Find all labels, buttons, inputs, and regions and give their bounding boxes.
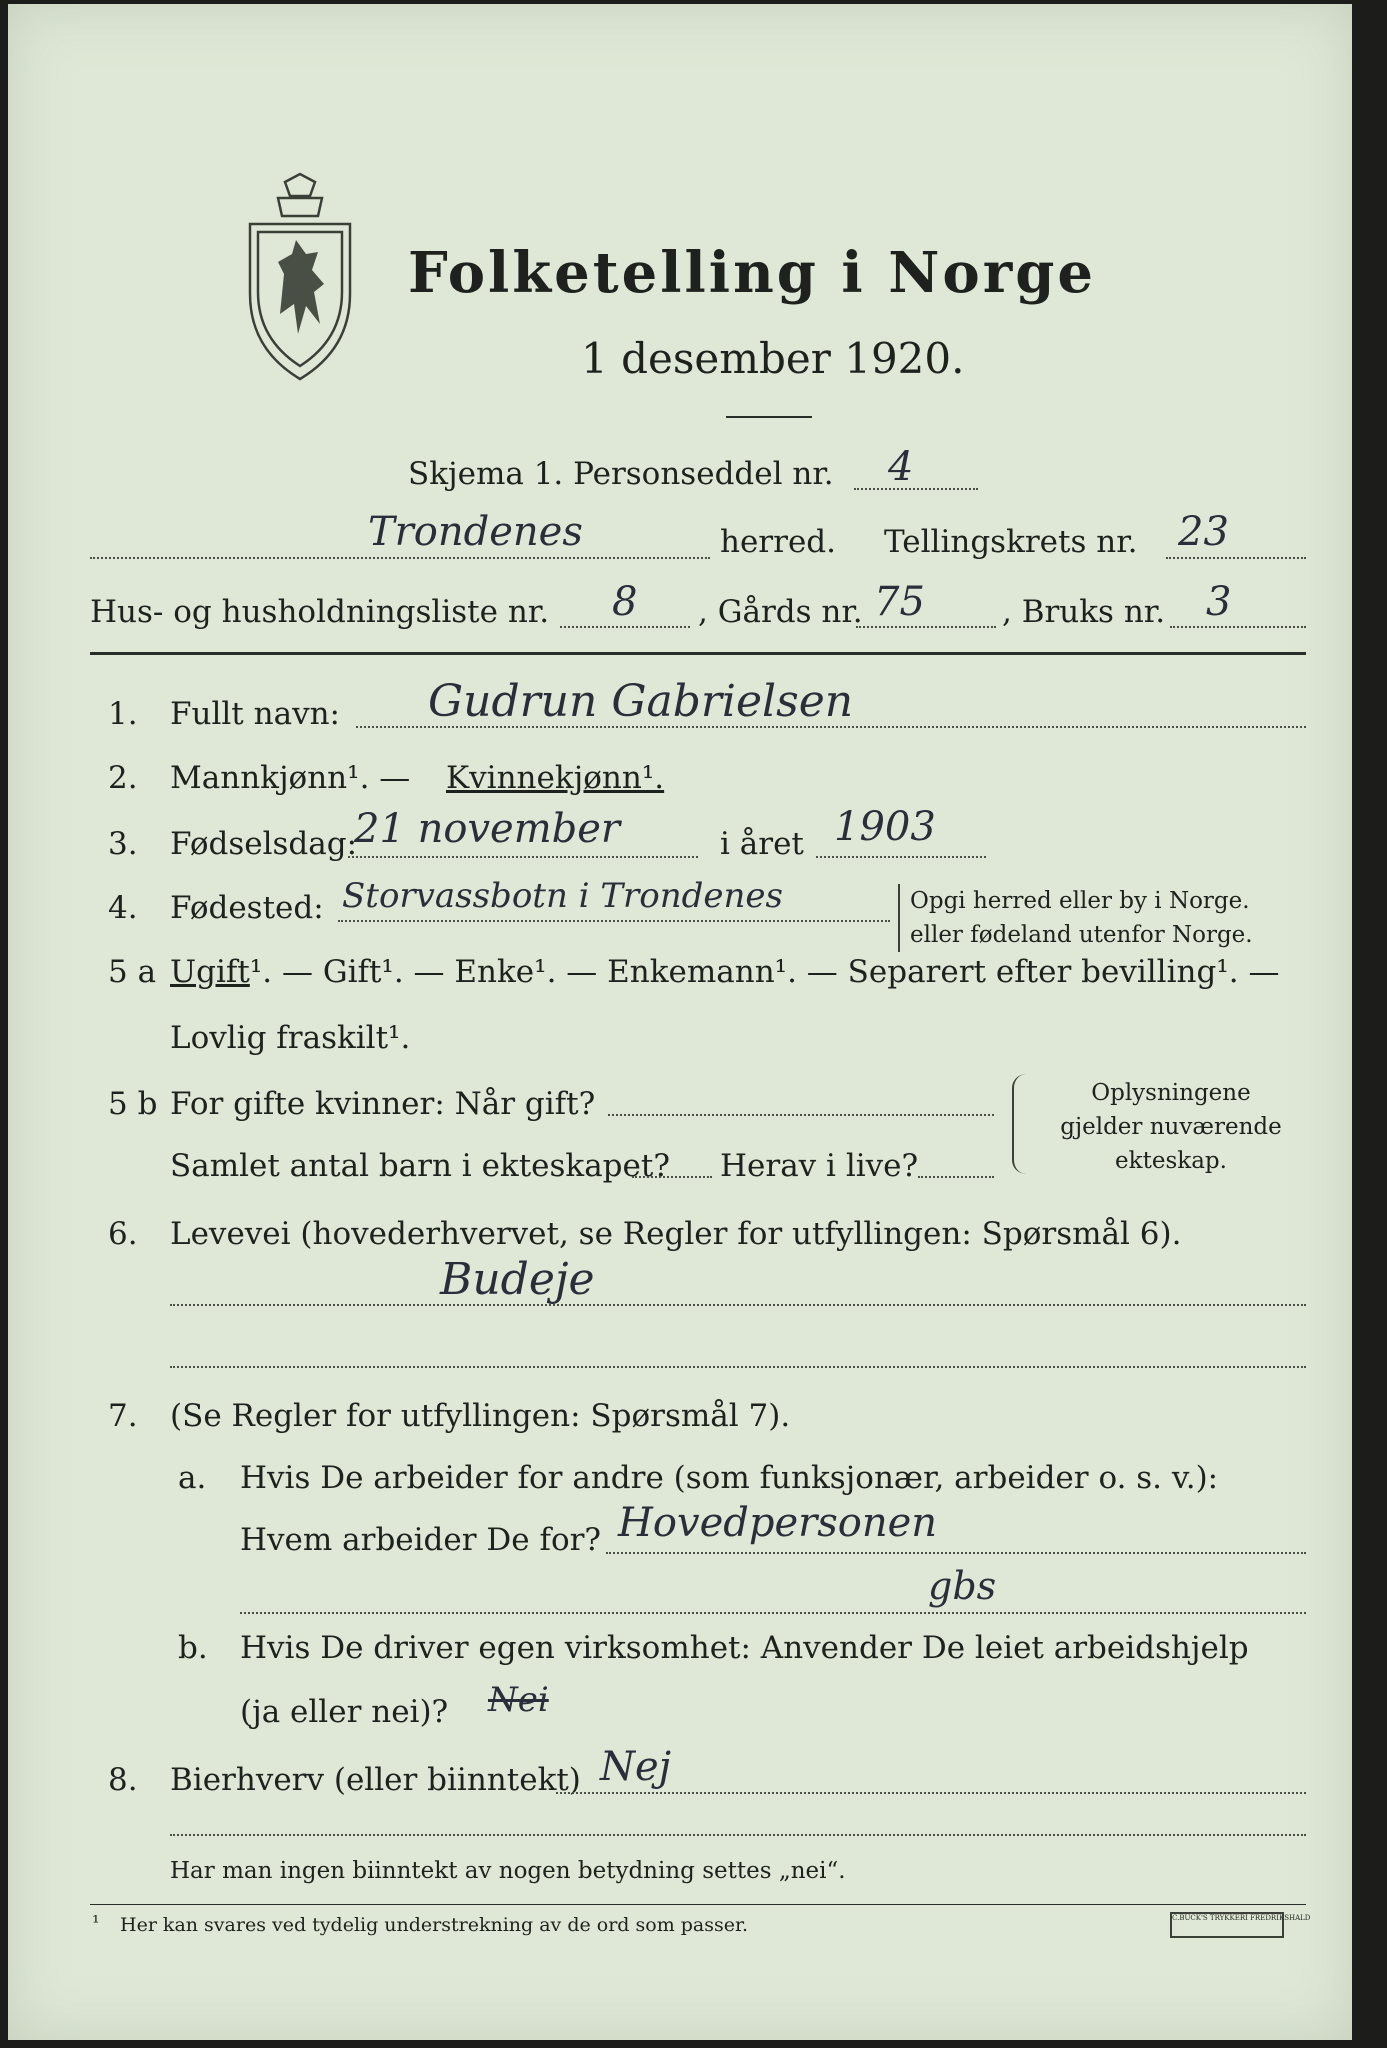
q7b-value: Nei <box>488 1680 549 1720</box>
q1-value: Gudrun Gabrielsen <box>428 676 854 727</box>
q6-dots-2 <box>170 1366 1306 1368</box>
q7a-label: Hvis De arbeider for andre (som funksjonær, arbeider o. s. v.): <box>240 1460 1219 1496</box>
q7-number: 7. <box>108 1398 138 1434</box>
q6-label: Levevei (hovederhvervet, se Regler for utfyllingen: Spørsmål 6). <box>170 1216 1182 1252</box>
q7a-dots <box>606 1552 1306 1554</box>
q7b-yes-no-label: (ja eller nei)? <box>240 1694 449 1730</box>
census-date: 1 desember 1920. <box>581 334 965 383</box>
q5b-note-line-3: ekteskap. <box>1115 1148 1227 1174</box>
q5b-children-dots <box>632 1176 712 1178</box>
q3-year-value: 1903 <box>834 804 936 850</box>
footer-note: Har man ingen biinntekt av nogen betydning settes „nei“. <box>170 1858 846 1884</box>
bruks-value: 3 <box>1206 579 1232 625</box>
census-form-sheet <box>8 4 1352 2040</box>
q5b-children-label: Samlet antal barn i ekteskapet? <box>170 1148 670 1184</box>
q3-year-label: i året <box>720 826 804 862</box>
tellingskrets-dots <box>1166 557 1306 559</box>
q3-label: Fødselsdag: <box>170 826 358 862</box>
q3-value: 21 november <box>354 806 621 852</box>
gaards-dots <box>856 626 996 628</box>
q4-note <box>898 884 1253 952</box>
q4-value: Storvassbotn i Trondenes <box>342 876 783 916</box>
herred-label: herred. <box>720 524 836 560</box>
q5a-number: 5 a <box>108 954 157 990</box>
q8-number: 8. <box>108 1762 138 1798</box>
q5b-note-line-2: gjelder nuværende <box>1060 1114 1282 1140</box>
footnote-mark: ¹ <box>92 1912 100 1934</box>
q5a-other-options: ¹. — Gift¹. — Enke¹. — Enkemann¹. — Separert efter bevilling¹. — <box>249 954 1280 990</box>
gaards-label: , Gårds nr. <box>698 594 863 630</box>
tellingskrets-value: 23 <box>1178 509 1229 555</box>
q8-bottom-line <box>170 1834 1306 1836</box>
q5a-option-fraskilt: Lovlig fraskilt¹. <box>170 1020 411 1056</box>
q5b-note-line-1: Oplysningene <box>1091 1080 1251 1106</box>
q4-dots <box>338 920 890 922</box>
gaards-value: 75 <box>874 579 925 625</box>
skjema-dots <box>854 488 978 490</box>
q1-label: Fullt navn: <box>170 696 340 732</box>
q4-number: 4. <box>108 890 138 926</box>
q5b-number: 5 b <box>108 1086 158 1122</box>
q6-dots <box>170 1304 1306 1306</box>
header-divider <box>90 652 1306 655</box>
q3-year-dots <box>816 856 986 858</box>
hus-value: 8 <box>612 579 638 625</box>
footer-divider <box>90 1904 1306 1905</box>
herred-dots <box>90 557 710 559</box>
q7-label: (Se Regler for utfyllingen: Spørsmål 7). <box>170 1398 791 1434</box>
hus-dots <box>560 626 690 628</box>
q7a-letter: a. <box>178 1460 207 1496</box>
q5b-alive-label: Herav i live? <box>720 1148 919 1184</box>
q7a-dots-2 <box>240 1612 1306 1614</box>
q5b-dots <box>608 1114 994 1116</box>
q4-label: Fødested: <box>170 890 324 926</box>
q2-option-male: Mannkjønn¹. — <box>170 760 411 796</box>
form-title: Folketelling i Norge <box>408 240 1097 306</box>
footnote: Her kan svares ved tydelig understrekning av de ord som passer. <box>120 1914 749 1936</box>
q5b-brace <box>1012 1074 1034 1174</box>
q1-number: 1. <box>108 696 138 732</box>
q3-number: 3. <box>108 826 138 862</box>
q7b-letter: b. <box>178 1630 208 1666</box>
q7b-label: Hvis De driver egen virksomhet: Anvender De leiet arbeidshjelp <box>240 1630 1249 1666</box>
skjema-nr-value: 4 <box>888 444 914 490</box>
q5a-options <box>170 954 1279 990</box>
q2-option-female: Kvinnekjønn¹. <box>446 760 665 796</box>
q6-number: 6. <box>108 1216 138 1252</box>
q7a-employer-label: Hvem arbeider De for? <box>240 1522 602 1558</box>
bruks-label: , Bruks nr. <box>1002 594 1166 630</box>
q7a-value: Hovedpersonen <box>618 1500 938 1546</box>
tellingskrets-label: Tellingskrets nr. <box>884 524 1138 560</box>
q8-label: Bierhverv (eller biinntekt) <box>170 1762 581 1798</box>
q5a-option-ugift: Ugift <box>170 954 250 990</box>
q3-dots <box>348 856 698 858</box>
q4-note-line-2: eller fødeland utenfor Norge. <box>910 922 1253 948</box>
q5b-note <box>1036 1076 1306 1178</box>
bruks-dots <box>1170 626 1306 628</box>
q8-value: Nej <box>600 1744 672 1790</box>
q6-value: Budeje <box>440 1254 595 1305</box>
hus-label: Hus- og husholdningsliste nr. <box>90 594 550 630</box>
norwegian-coat-of-arms-icon <box>240 174 360 384</box>
q8-dots <box>556 1792 1306 1794</box>
printer-stamp: C.BUCK'S TRYKKERI FREDRIKSHALD <box>1170 1912 1284 1938</box>
q5b-alive-dots <box>918 1176 994 1178</box>
herred-value: Trondenes <box>368 509 583 555</box>
q5b-label: For gifte kvinner: Når gift? <box>170 1086 596 1122</box>
q2-number: 2. <box>108 760 138 796</box>
q4-note-line-1: Opgi herred eller by i Norge. <box>910 888 1250 914</box>
skjema-label: Skjema 1. Personseddel nr. <box>408 456 834 492</box>
q7a-annotation: gbs <box>928 1564 997 1608</box>
title-divider <box>726 416 812 418</box>
